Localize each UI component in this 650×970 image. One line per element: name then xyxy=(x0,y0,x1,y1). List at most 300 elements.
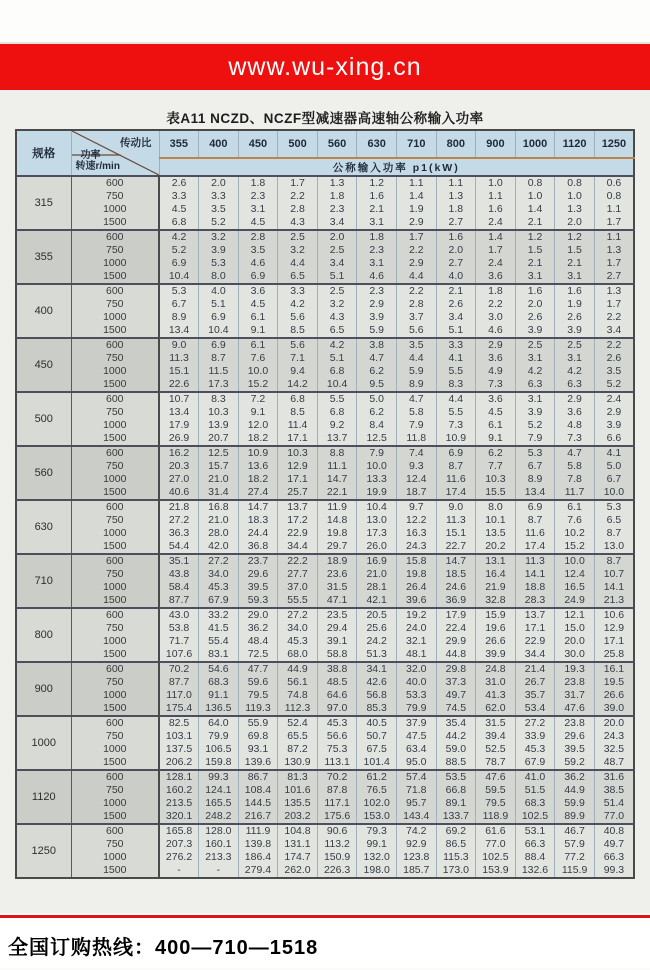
value-cell xyxy=(159,230,199,284)
value-cell xyxy=(278,338,318,392)
value-cell xyxy=(159,824,199,878)
value-line: 6.9 xyxy=(211,311,226,323)
value-cell xyxy=(515,500,555,554)
value-line: 2.5 xyxy=(527,339,543,351)
speed-corner-label: 转速r/min xyxy=(75,161,120,172)
value-line: 226.3 xyxy=(323,864,351,876)
value-line: 8.7 xyxy=(606,527,622,539)
value-line: 4.4 xyxy=(290,257,305,269)
ratio-corner-label: 传动比 xyxy=(120,137,152,149)
value-line: 35.7 xyxy=(524,689,546,701)
speed-line: 600 xyxy=(105,447,124,459)
value-line: 40.6 xyxy=(168,486,190,498)
value-cell xyxy=(278,608,318,662)
value-line: 87.2 xyxy=(287,743,308,755)
value-line: 2.9 xyxy=(369,298,384,310)
value-line: 160.1 xyxy=(205,838,232,850)
speed-line: 600 xyxy=(105,555,124,567)
value-line: 1.9 xyxy=(408,203,424,215)
value-line: 2.2 xyxy=(488,298,503,310)
ratio-col-header-560: 560 xyxy=(317,130,357,158)
value-line: 6.9 xyxy=(171,257,187,269)
value-line: 9.3 xyxy=(408,460,424,472)
value-line: 48.4 xyxy=(247,635,269,647)
value-cell xyxy=(357,500,397,554)
speed-line: 600 xyxy=(105,285,124,297)
value-cell xyxy=(594,392,634,446)
value-line: 1.6 xyxy=(369,190,384,202)
value-line: 79.5 xyxy=(485,797,506,809)
value-line: 131.1 xyxy=(284,838,311,850)
value-cell xyxy=(238,716,278,770)
value-line: 13.1 xyxy=(485,555,506,567)
value-cell xyxy=(436,554,476,608)
value-line: 71.7 xyxy=(168,635,190,647)
value-line: 8.3 xyxy=(211,393,226,405)
value-line: 9.1 xyxy=(250,406,266,418)
value-line: 11.3 xyxy=(446,514,466,526)
value-line: 87.7 xyxy=(168,676,190,688)
value-line: 10.2 xyxy=(564,527,585,539)
value-cell xyxy=(357,338,397,392)
value-cell xyxy=(594,608,634,662)
value-line: 3.5 xyxy=(211,203,226,215)
value-line: 15.9 xyxy=(485,609,506,621)
value-cell xyxy=(515,824,555,878)
speed-line: 750 xyxy=(105,622,124,634)
value-line: 9.0 xyxy=(171,339,187,351)
value-line: 76.5 xyxy=(366,784,387,796)
value-line: 2.0 xyxy=(567,216,582,228)
value-cell xyxy=(317,284,357,338)
value-cell xyxy=(515,176,555,230)
value-line: 113.1 xyxy=(324,756,350,768)
value-line: 21.0 xyxy=(208,473,229,485)
value-line: 5.9 xyxy=(408,365,424,377)
value-line: 3.3 xyxy=(448,339,464,351)
value-line: 68.3 xyxy=(524,797,546,809)
value-line: 40.5 xyxy=(366,717,387,729)
value-line: 4.8 xyxy=(567,419,582,431)
value-line: 45.3 xyxy=(524,743,546,755)
value-line: 86.7 xyxy=(247,771,269,783)
value-cell xyxy=(317,176,357,230)
value-line: 19.2 xyxy=(406,609,427,621)
value-line: 57.4 xyxy=(406,771,427,783)
value-cell xyxy=(436,338,476,392)
speed-cell xyxy=(71,662,159,716)
spec-cell-400: 400 xyxy=(16,284,71,338)
value-line: 9.5 xyxy=(369,378,384,390)
value-line: 10.4 xyxy=(168,270,190,282)
spec-cell-355: 355 xyxy=(16,230,71,284)
value-line: 6.2 xyxy=(369,406,384,418)
power-table xyxy=(15,129,635,879)
speed-line: 600 xyxy=(105,501,124,513)
value-line: 5.3 xyxy=(606,501,622,513)
banner xyxy=(0,44,650,90)
group-row-560 xyxy=(16,446,634,500)
value-line: 59.3 xyxy=(247,594,269,606)
value-line: 31.4 xyxy=(208,486,229,498)
value-line: 2.7 xyxy=(448,216,464,228)
value-cell xyxy=(357,392,397,446)
value-line: 59.5 xyxy=(485,784,506,796)
value-cell xyxy=(476,716,516,770)
value-line: 1.0 xyxy=(567,190,582,202)
value-line: 27.7 xyxy=(287,568,308,580)
value-line: 45.3 xyxy=(287,635,308,647)
value-line: 11.4 xyxy=(287,419,308,431)
value-line: 3.2 xyxy=(211,231,226,243)
value-line: 89.9 xyxy=(564,810,585,822)
value-line: 2.1 xyxy=(567,257,582,269)
value-line: 2.7 xyxy=(606,270,622,282)
value-line: 53.3 xyxy=(406,689,427,701)
speed-cell xyxy=(71,284,159,338)
speed-line: 750 xyxy=(105,244,124,256)
value-line: 3.1 xyxy=(527,270,543,282)
value-cell xyxy=(515,392,555,446)
value-cell xyxy=(515,716,555,770)
value-line: 50.7 xyxy=(366,730,387,742)
value-cell xyxy=(357,824,397,878)
value-line: 17.1 xyxy=(524,622,546,634)
value-line: 118.9 xyxy=(482,810,509,822)
value-line: 29.8 xyxy=(445,663,467,675)
speed-line: 1000 xyxy=(103,797,127,809)
value-line: 12.4 xyxy=(406,473,427,485)
value-line: 115.3 xyxy=(443,851,469,863)
value-line: 74.5 xyxy=(445,702,467,714)
value-cell xyxy=(555,338,595,392)
ratio-col-header-500: 500 xyxy=(278,130,318,158)
speed-line: 1000 xyxy=(103,527,127,539)
value-cell xyxy=(476,230,516,284)
speed-line: 1000 xyxy=(103,743,127,755)
value-line: 4.5 xyxy=(250,216,266,228)
value-cell xyxy=(238,392,278,446)
value-line: 216.7 xyxy=(244,810,272,822)
speed-line: 750 xyxy=(105,460,124,472)
value-line: 65.5 xyxy=(287,730,308,742)
value-line: 36.8 xyxy=(247,540,269,552)
value-cell xyxy=(357,446,397,500)
value-cell xyxy=(159,392,199,446)
value-line: 8.9 xyxy=(527,473,543,485)
value-line: 27.2 xyxy=(524,717,546,729)
value-line: 165.5 xyxy=(205,797,232,809)
value-line: 79.9 xyxy=(208,730,229,742)
value-cell xyxy=(159,500,199,554)
value-line: 15.1 xyxy=(445,527,467,539)
value-line: 6.9 xyxy=(211,339,226,351)
value-line: 79.5 xyxy=(247,689,269,701)
value-line: 159.8 xyxy=(205,756,232,768)
value-line: 10.4 xyxy=(366,501,387,513)
value-line: 5.5 xyxy=(448,406,464,418)
value-line: 8.9 xyxy=(171,311,187,323)
value-cell xyxy=(357,716,397,770)
value-line: 34.0 xyxy=(287,622,308,634)
value-cell xyxy=(555,176,595,230)
value-cell xyxy=(476,446,516,500)
value-line: 1.1 xyxy=(488,190,503,202)
value-line: 88.5 xyxy=(445,756,467,768)
value-line: 8.0 xyxy=(211,270,226,282)
value-line: 9.4 xyxy=(290,365,305,377)
value-cell xyxy=(476,824,516,878)
speed-line: 750 xyxy=(105,568,124,580)
value-line: 5.9 xyxy=(369,324,384,336)
value-cell xyxy=(278,500,318,554)
value-line: 1.3 xyxy=(606,285,622,297)
value-line: 213.3 xyxy=(205,851,232,863)
value-line: 99.1 xyxy=(366,838,387,850)
value-line: 7.6 xyxy=(567,514,582,526)
value-cell xyxy=(199,284,239,338)
value-line: 1.0 xyxy=(527,190,543,202)
spec-cell-900: 900 xyxy=(16,662,71,716)
value-line: 61.6 xyxy=(485,825,506,837)
value-cell xyxy=(436,392,476,446)
value-line: 133.7 xyxy=(442,810,469,822)
value-line: 16.5 xyxy=(564,581,585,593)
value-line: 3.9 xyxy=(527,406,543,418)
value-line: 21.0 xyxy=(208,514,229,526)
value-line: 8.7 xyxy=(211,352,226,364)
spec-cell-1120: 1120 xyxy=(16,770,71,824)
value-line: 4.2 xyxy=(567,365,582,377)
value-line: 3.8 xyxy=(369,339,384,351)
value-line: 2.5 xyxy=(329,285,345,297)
value-line: 47.6 xyxy=(564,702,585,714)
value-line: 21.9 xyxy=(485,581,506,593)
value-line: 25.7 xyxy=(287,486,308,498)
value-line: 18.2 xyxy=(247,432,269,444)
value-line: 17.1 xyxy=(287,432,308,444)
value-line: 7.3 xyxy=(488,378,503,390)
value-cell xyxy=(159,662,199,716)
value-line: 2.8 xyxy=(408,298,424,310)
value-line: 4.6 xyxy=(369,270,384,282)
value-line: 92.9 xyxy=(406,838,427,850)
value-line: 7.6 xyxy=(250,352,266,364)
value-line: 5.6 xyxy=(290,311,305,323)
value-cell xyxy=(278,176,318,230)
value-line: 26.6 xyxy=(485,635,506,647)
value-line: 66.3 xyxy=(524,838,546,850)
value-line: 2.1 xyxy=(527,216,543,228)
value-cell xyxy=(238,338,278,392)
value-line: 68.3 xyxy=(208,676,229,688)
group-row-1000 xyxy=(16,716,634,770)
value-line: 81.3 xyxy=(287,771,308,783)
speed-line: 1500 xyxy=(103,540,127,552)
value-line: 2.4 xyxy=(606,393,622,405)
speed-line: 1500 xyxy=(103,432,127,444)
value-line: 1.7 xyxy=(606,216,622,228)
value-line: 2.3 xyxy=(250,190,266,202)
value-line: 0.8 xyxy=(606,190,622,202)
value-cell xyxy=(515,770,555,824)
speed-line: 600 xyxy=(105,663,124,675)
value-line: 117.0 xyxy=(166,689,192,701)
value-line: - xyxy=(216,864,221,876)
value-line: 4.3 xyxy=(290,216,305,228)
value-cell xyxy=(594,824,634,878)
value-line: 72.5 xyxy=(247,648,269,660)
value-line: 2.2 xyxy=(606,339,622,351)
value-line: 4.4 xyxy=(408,270,424,282)
value-line: 10.9 xyxy=(445,432,467,444)
value-line: 85.3 xyxy=(366,702,387,714)
value-line: 29.0 xyxy=(247,609,269,621)
value-line: 44.8 xyxy=(445,648,467,660)
value-line: 16.3 xyxy=(406,527,427,539)
ratio-col-header-450: 450 xyxy=(238,130,278,158)
value-cell xyxy=(396,770,436,824)
value-line: 3.3 xyxy=(171,190,187,202)
value-line: 12.5 xyxy=(366,432,387,444)
speed-line: 1000 xyxy=(103,635,127,647)
value-cell xyxy=(199,608,239,662)
value-line: 198.0 xyxy=(363,864,390,876)
value-line: 10.3 xyxy=(485,473,506,485)
value-cell xyxy=(396,392,436,446)
value-line: 153.0 xyxy=(363,810,390,822)
speed-line: 750 xyxy=(105,190,124,202)
value-line: 6.8 xyxy=(329,365,345,377)
value-line: 136.5 xyxy=(205,702,232,714)
value-line: 1.7 xyxy=(290,177,305,189)
value-line: 13.5 xyxy=(485,527,506,539)
value-cell xyxy=(238,824,278,878)
value-line: 28.1 xyxy=(366,581,387,593)
value-line: 68.0 xyxy=(287,648,308,660)
value-line: 15.8 xyxy=(406,555,427,567)
value-line: 6.6 xyxy=(606,432,622,444)
value-cell xyxy=(159,716,199,770)
value-line: 10.4 xyxy=(326,378,348,390)
value-line: 7.3 xyxy=(448,419,464,431)
value-line: 21.8 xyxy=(168,501,190,513)
value-cell xyxy=(159,338,199,392)
value-line: 4.7 xyxy=(369,352,384,364)
value-line: 9.0 xyxy=(448,501,464,513)
value-line: 21.3 xyxy=(603,594,625,606)
value-cell xyxy=(594,446,634,500)
value-line: 102.0 xyxy=(363,797,390,809)
value-line: 24.3 xyxy=(406,540,427,552)
value-cell xyxy=(238,608,278,662)
value-line: 15.1 xyxy=(168,365,190,377)
value-line: 101.4 xyxy=(363,756,390,768)
content-area xyxy=(0,90,650,913)
value-line: 2.6 xyxy=(606,352,622,364)
spec-column-header: 规格 xyxy=(16,130,71,176)
value-cell xyxy=(555,608,595,662)
value-line: 14.7 xyxy=(326,473,348,485)
speed-line: 1000 xyxy=(103,689,127,701)
value-line: 42.6 xyxy=(366,676,387,688)
value-line: 27.2 xyxy=(287,609,308,621)
value-cell xyxy=(594,554,634,608)
value-line: 12.1 xyxy=(564,609,585,621)
value-line: 4.5 xyxy=(171,203,187,215)
value-line: 5.8 xyxy=(408,406,424,418)
value-line: 13.0 xyxy=(366,514,387,526)
value-line: 4.0 xyxy=(211,285,226,297)
value-line: 11.5 xyxy=(208,365,229,377)
value-line: 27.2 xyxy=(168,514,190,526)
value-line: 4.7 xyxy=(567,447,582,459)
spec-cell-710: 710 xyxy=(16,554,71,608)
value-line: 3.2 xyxy=(329,298,345,310)
value-line: 139.6 xyxy=(244,756,272,768)
value-line: 56.1 xyxy=(287,676,308,688)
value-line: 41.0 xyxy=(524,771,546,783)
value-line: 42.1 xyxy=(366,594,387,606)
group-row-450 xyxy=(16,338,634,392)
value-line: 64.6 xyxy=(326,689,348,701)
value-line: 62.0 xyxy=(485,702,506,714)
value-cell xyxy=(396,176,436,230)
value-line: 51.5 xyxy=(524,784,546,796)
value-line: 1.8 xyxy=(329,190,345,202)
value-line: 24.3 xyxy=(603,730,625,742)
value-line: 16.8 xyxy=(208,501,229,513)
value-line: 3.4 xyxy=(606,324,622,336)
value-line: 67.9 xyxy=(524,756,546,768)
value-line: 75.3 xyxy=(326,743,348,755)
value-line: 124.1 xyxy=(205,784,232,796)
value-line: 5.5 xyxy=(448,365,464,377)
value-cell xyxy=(317,662,357,716)
value-line: 6.2 xyxy=(488,447,503,459)
value-line: 23.5 xyxy=(326,609,348,621)
value-line: 213.5 xyxy=(165,797,193,809)
speed-line: 600 xyxy=(105,393,124,405)
value-line: 8.7 xyxy=(606,555,622,567)
value-line: 3.6 xyxy=(567,406,582,418)
value-line: 31.6 xyxy=(603,771,625,783)
value-line: 144.5 xyxy=(244,797,272,809)
value-line: 13.7 xyxy=(287,501,308,513)
value-line: 7.8 xyxy=(567,473,582,485)
value-line: 248.2 xyxy=(205,810,232,822)
value-line: 58.4 xyxy=(168,581,190,593)
value-line: 45.3 xyxy=(326,717,348,729)
power-corner-label: 功率 xyxy=(80,150,101,161)
speed-line: 1000 xyxy=(103,311,127,323)
value-cell xyxy=(515,662,555,716)
speed-line: 750 xyxy=(105,838,124,850)
value-cell xyxy=(396,230,436,284)
value-line: 90.6 xyxy=(326,825,348,837)
value-line: 53.1 xyxy=(524,825,546,837)
value-cell xyxy=(238,284,278,338)
value-line: 79.3 xyxy=(366,825,387,837)
value-line: 2.9 xyxy=(606,406,622,418)
value-line: 4.3 xyxy=(329,311,345,323)
value-cell xyxy=(555,662,595,716)
value-cell xyxy=(436,608,476,662)
value-line: 103.1 xyxy=(165,730,193,742)
value-line: 3.0 xyxy=(488,311,503,323)
value-line: 2.2 xyxy=(606,311,622,323)
value-cell xyxy=(278,716,318,770)
